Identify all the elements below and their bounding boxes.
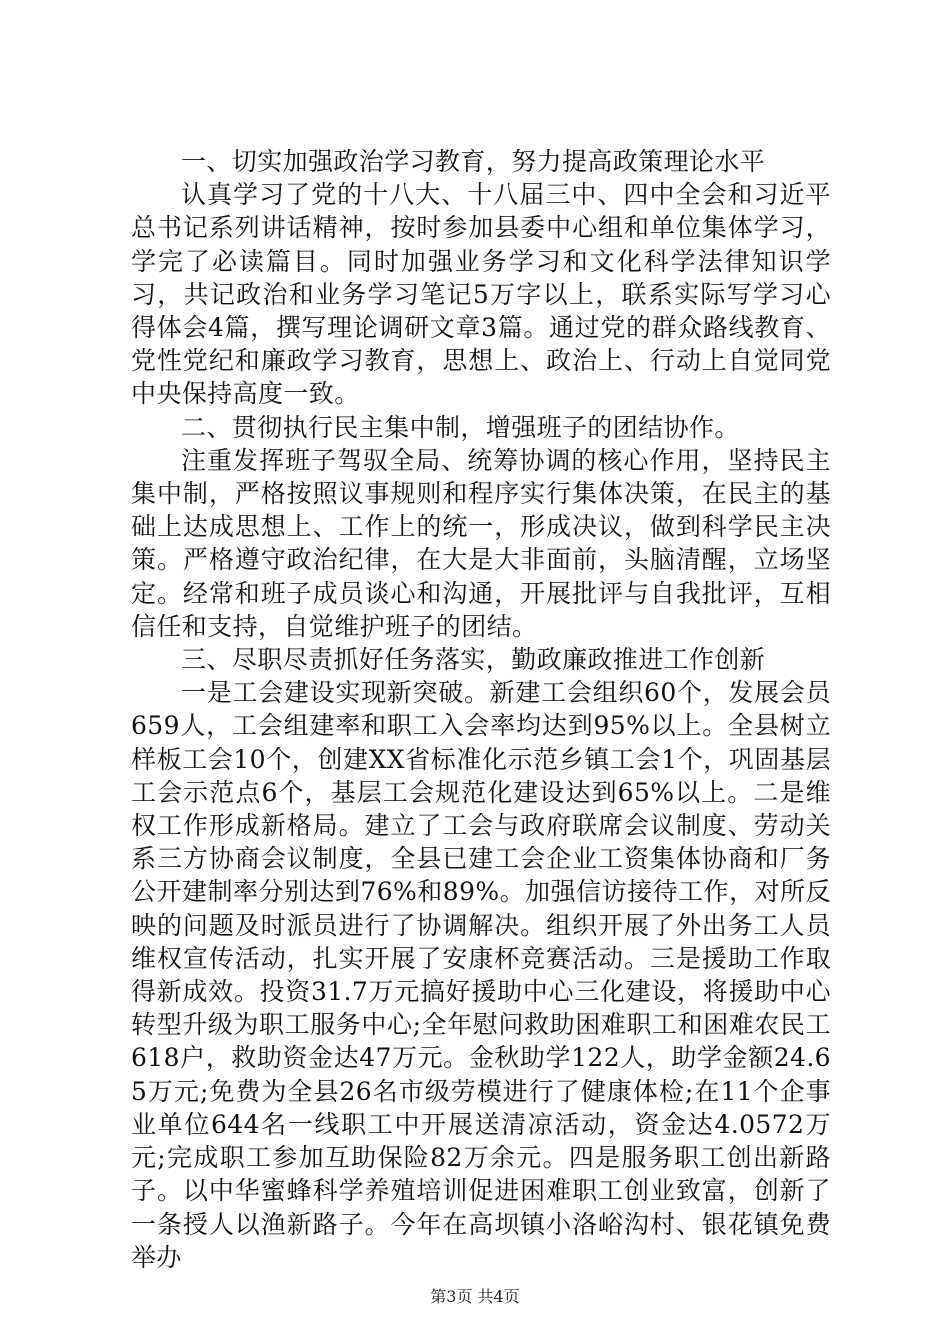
body-paragraph: 认真学习了党的十八大、十八届三中、四中全会和习近平总书记系列讲话精神，按时参加县委中心组和单位集体学习，学完了必读篇目。同时加强业务学习和文化科学法律知识学习，共记政治和业务学习笔记5万字以上，联系实际写学习心得体会4篇，撰写理论调研文章3篇。通过党的群众路线教育、党性党纪和廉政学习教育，思想上、政治上、行动上自觉同党中央保持高度一致。 <box>131 180 831 409</box>
document-body <box>131 145 831 1274</box>
section-heading-2: 二、贯彻执行民主集中制，增强班子的团结协作。 <box>181 412 740 442</box>
section-heading-1: 一、切实加强政治学习教育，努力提高政策理论水平 <box>181 147 766 176</box>
page-number-footer: 第3页 共4页 <box>430 1287 520 1306</box>
body-paragraph: 一是工会建设实现新突破。新建工会组织60个，发展会员659人，工会组建率和职工入会率均达到95%以上。全县树立样板工会10个，创建XX省标准化示范乡镇工会1个，巩固基层工会示范点6个，基层工会规范化建设达到65%以上。二是维权工作形成新格局。建立了工会与政府联席会议制度、劳动关系三方协商会议制度，全县已建工会企业工资集体协商和厂务公开建制率分别达到76%和89%。加强信访接待工作，对所反映的问题及时派员进行了协调解决。组织开展了外出务工人员维权宣传活动，扎实开展了安康杯竞赛活动。三是援助工作取得新成效。投资31.7万元搞好援助中心三化建设，将援助中心转型升级为职工服务中心;全年慰问救助困难职工和困难农民工618户，救助资金达47万元。金秋助学122人，助学金额24.65万元;免费为全县26名市级劳模进行了健康体检;在11个企事业单位644名一线职工中开展送清凉活动，资金达4.0572万元;完成职工参加互助保险82万余元。四是服务职工创出新路子。以中华蜜蜂科学养殖培训促进困难职工创业致富，创新了一条授人以渔新路子。今年在高坝镇小洛峪沟村、银花镇免费举办 <box>131 678 831 1272</box>
section-heading-3: 三、尽职尽责抓好任务落实，勤政廉政推进工作创新 <box>181 645 766 675</box>
body-paragraph: 注重发挥班子驾驭全局、统筹协调的核心作用，坚持民主集中制，严格按照议事规则和程序实行集体决策，在民主的基础上达成思想上、工作上的统一，形成决议，做到科学民主决策。严格遵守政治纪律，在大是大非面前，头脑清醒，立场坚定。经常和班子成员谈心和沟通，开展批评与自我批评，互相信任和支持，自觉维护班子的团结。 <box>131 445 831 641</box>
